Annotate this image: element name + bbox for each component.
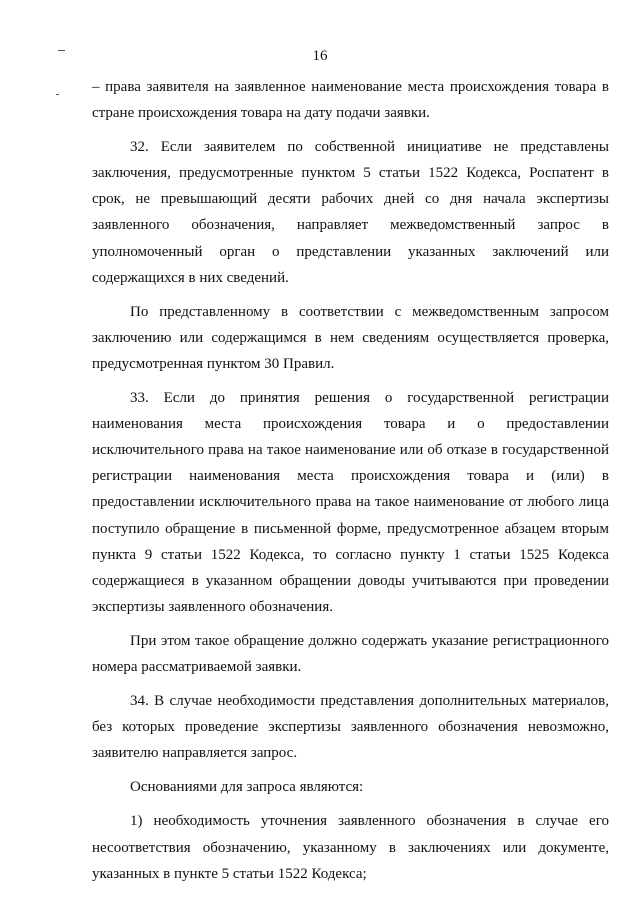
paragraph-32: 32. Если заявителем по собственной инициативе не представлены заключения, предусмотренные пунктом 5 статьи 1522 Кодекса, Роспатент в срок, не превышающий десяти рабочих дней со дня начала экспертизы заявленного обозначения, направляет межведомственный запрос в уполномоченный орган о представлении указанных заключений или содержащихся в них сведений. [92, 139, 609, 286]
page-number: 16 [312, 48, 328, 64]
paragraph-appeal-requirement: При этом такое обращение должно содержать указание регистрационного номера рассматриваемой заявки. [92, 632, 609, 675]
paragraph-interagency-check: По представленному в соответствии с межведомственным запросом заключению или содержащимся в нем сведениям осуществляется проверка, предусмотренная пунктом 30 Правил. [92, 303, 609, 372]
paragraph-33: 33. Если до принятия решения о государственной регистрации наименования места происхождения товара и о предоставлении исключительного права на такое наименование или об отказе в государственной регистрации наименования места происхождения товара и (или) в предоставлении исключительного права на такое наименование от любого лица поступило обращение в письменной форме, предусмотренное абзацем вторым пункта 9 статьи 1522 Кодекса, то согласно пункту 1 статьи 1525 Кодекса содержащиеся в указанном обращении доводы учитываются при проведении экспертизы заявленного обозначения. [92, 390, 609, 615]
paragraph-ground-1: 1) необходимость уточнения заявленного обозначения в случае его несоответствия обозначению, указанному в заключениях или документе, указанных в пункте 5 статьи 1522 Кодекса; [92, 813, 609, 882]
paragraph-applicant-rights: – права заявителя на заявленное наименование места происхождения товара в стране происхождения товара на дату подачи заявки. [92, 79, 609, 122]
scan-artifact-mark [56, 94, 59, 95]
document-body [92, 74, 609, 887]
paragraph-request-grounds: Основаниями для запроса являются: [130, 779, 364, 796]
paragraph-34: 34. В случае необходимости представления дополнительных материалов, без которых проведение экспертизы заявленного обозначения невозможно, заявителю направляется запрос. [92, 693, 609, 762]
